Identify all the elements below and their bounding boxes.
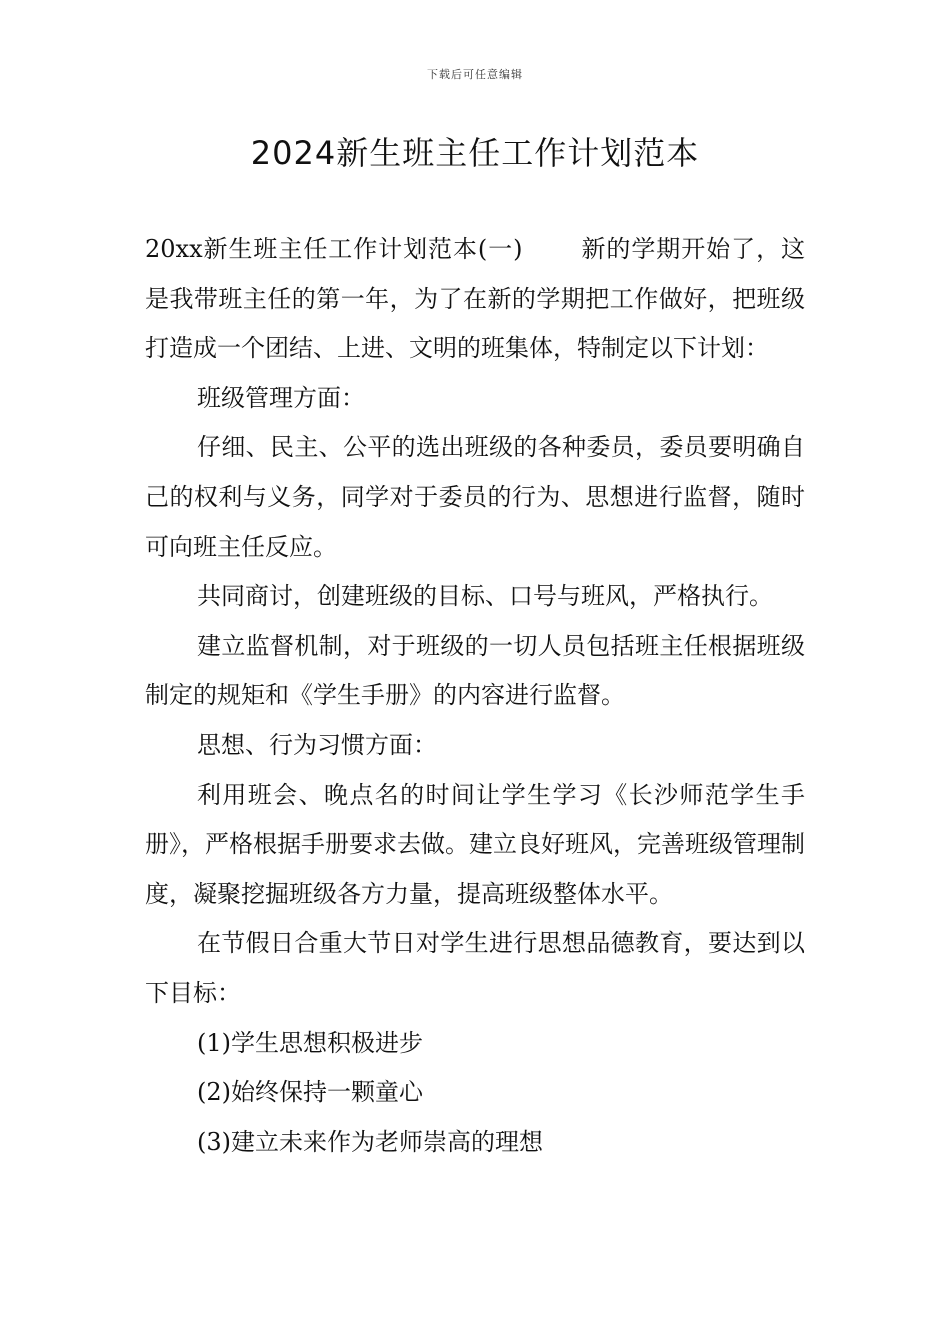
header-note: 下载后可任意编辑 — [427, 68, 523, 81]
list-item-goal-2: (2)始终保持一颗童心 — [197, 1078, 423, 1107]
paragraph-supervision: 建立监督机制，对于班级的一切人员包括班主任根据班级制定的规矩和《学生手册》的内容进行监督。 — [145, 631, 805, 710]
paragraph-holiday-education: 在节假日合重大节日对学生进行思想品德教育，要达到以下目标： — [145, 929, 805, 1007]
intro-heading: 20xx新生班主任工作计划范本(一) — [145, 235, 523, 263]
document-body — [145, 225, 805, 1167]
paragraph-handbook-study: 利用班会、晚点名的时间让学生学习《长沙师范学生手册》，严格根据手册要求去做。建立良好班风，完善班级管理制度，凝聚挖掘班级各方力量，提高班级整体水平。 — [145, 780, 805, 908]
intro-text: 新的学期开始了，这是我带班主任的第一年，为了在新的学期把工作做好，把班级打造成一个团结、上进、文明的班集体，特制定以下计划： — [145, 235, 806, 363]
list-item-goal-1: (1)学生思想积极进步 — [197, 1028, 423, 1057]
paragraph-class-management-heading: 班级管理方面： — [197, 383, 365, 412]
paragraph-behavior-heading: 思想、行为习惯方面： — [197, 730, 437, 759]
paragraph-class-goals: 共同商讨，创建班级的目标、口号与班风，严格执行。 — [197, 582, 773, 611]
document-title: 2024新生班主任工作计划范本 — [250, 134, 700, 172]
intro-paragraph — [145, 225, 805, 374]
list-item-goal-3: (3)建立未来作为老师崇高的理想 — [197, 1127, 543, 1156]
paragraph-committee-election: 仔细、民主、公平的选出班级的各种委员，委员要明确自己的权利与义务，同学对于委员的行为、思想进行监督，随时可向班主任反应。 — [145, 433, 805, 561]
